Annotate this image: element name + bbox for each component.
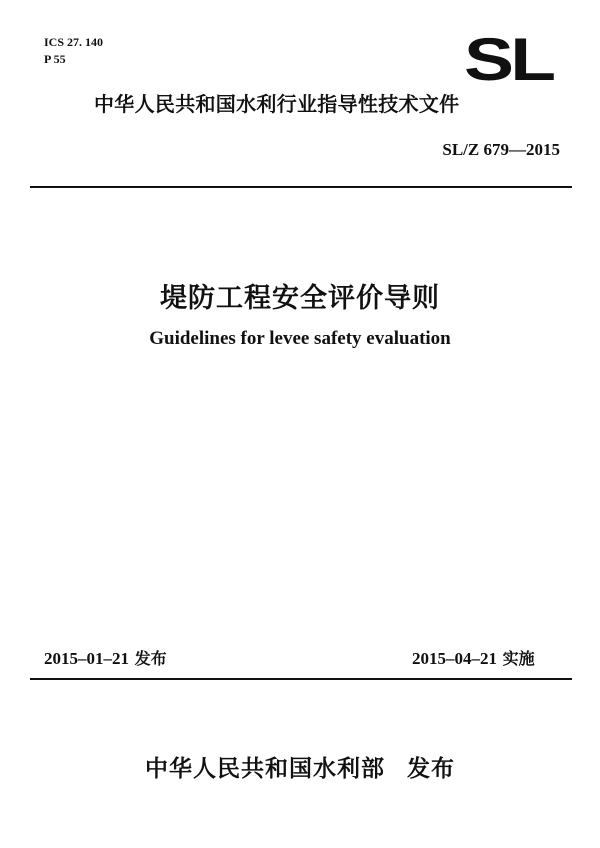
bottom-divider — [30, 678, 572, 680]
document-category: 中华人民共和国水利行业指导性技术文件 — [94, 92, 460, 116]
title-chinese: 堤防工程安全评价导则 — [160, 283, 440, 314]
issue-date: 2015–01–21 — [44, 649, 129, 668]
classification-codes — [44, 34, 103, 68]
ics-code: ICS 27. 140 — [44, 35, 104, 49]
implement-date-block — [412, 646, 535, 669]
standard-number: SL/Z 679—2015 — [442, 140, 560, 159]
issuer-name: 中华人民共和国水利部 — [145, 756, 385, 782]
implement-date: 2015–04–21 — [412, 649, 497, 668]
implement-label: 实施 — [502, 649, 535, 668]
sl-logo: SL — [464, 26, 553, 93]
title-english: Guidelines for levee safety evaluation — [149, 328, 451, 349]
ccs-code: P 55 — [44, 52, 66, 66]
issuer-line — [0, 750, 600, 783]
issue-date-block — [44, 646, 167, 669]
issue-label: 发布 — [134, 649, 167, 668]
top-divider — [30, 186, 572, 188]
issuer-action: 发布 — [407, 756, 455, 782]
